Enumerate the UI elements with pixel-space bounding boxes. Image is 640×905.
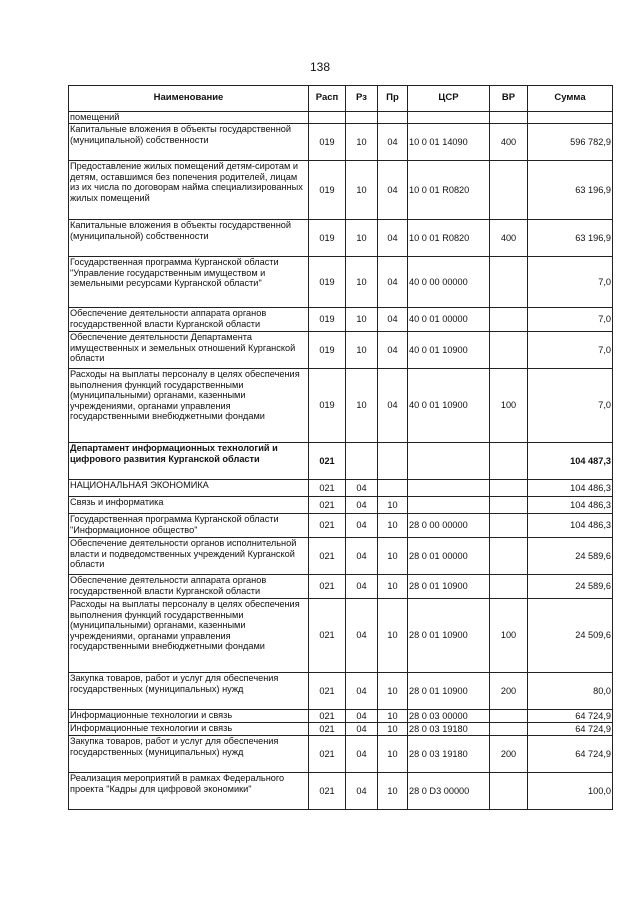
cell-pr: 04 xyxy=(378,332,408,369)
cell-pr: 10 xyxy=(378,673,408,710)
cell-vr xyxy=(490,443,528,480)
cell-name: Информационные технологии и связь xyxy=(69,710,309,723)
cell-pr xyxy=(378,443,408,480)
table-row xyxy=(69,514,613,538)
cell-name: Закупка товаров, работ и услуг для обеспечения государственных (муниципальных) нужд xyxy=(69,673,309,710)
cell-csr xyxy=(408,112,490,124)
cell-rasp: 021 xyxy=(309,480,346,497)
table-row xyxy=(69,369,613,443)
cell-pr: 10 xyxy=(378,710,408,723)
table-body xyxy=(69,112,613,810)
cell-sum: 63 196,9 xyxy=(528,161,613,220)
cell-name: Государственная программа Курганской области "Информационное общество" xyxy=(69,514,309,538)
cell-rasp: 021 xyxy=(309,575,346,599)
cell-sum: 64 724,9 xyxy=(528,710,613,723)
cell-csr xyxy=(408,443,490,480)
cell-rasp: 021 xyxy=(309,773,346,810)
cell-name: Информационные технологии и связь xyxy=(69,723,309,736)
table-row xyxy=(69,124,613,161)
cell-vr xyxy=(490,723,528,736)
cell-vr: 400 xyxy=(490,220,528,257)
cell-rz: 10 xyxy=(346,308,378,332)
cell-vr xyxy=(490,514,528,538)
cell-csr: 28 0 01 10900 xyxy=(408,673,490,710)
cell-sum: 104 486,3 xyxy=(528,480,613,497)
cell-pr: 04 xyxy=(378,308,408,332)
cell-rz: 04 xyxy=(346,514,378,538)
cell-rz: 04 xyxy=(346,538,378,575)
cell-vr xyxy=(490,773,528,810)
cell-pr: 10 xyxy=(378,575,408,599)
cell-vr: 200 xyxy=(490,736,528,773)
cell-csr: 10 0 01 R0820 xyxy=(408,220,490,257)
cell-pr: 10 xyxy=(378,723,408,736)
column-header-rasp: Расп xyxy=(309,86,346,112)
cell-sum: 104 486,3 xyxy=(528,514,613,538)
cell-pr: 04 xyxy=(378,369,408,443)
cell-csr: 28 0 03 19180 xyxy=(408,736,490,773)
column-header-name: Наименование xyxy=(69,86,309,112)
column-header-rz: Рз xyxy=(346,86,378,112)
cell-vr xyxy=(490,575,528,599)
cell-pr: 04 xyxy=(378,124,408,161)
cell-rz: 10 xyxy=(346,124,378,161)
cell-csr: 10 0 01 R0820 xyxy=(408,161,490,220)
cell-vr: 200 xyxy=(490,673,528,710)
cell-csr xyxy=(408,480,490,497)
table-row xyxy=(69,332,613,369)
table-row xyxy=(69,497,613,514)
column-header-vr: ВР xyxy=(490,86,528,112)
cell-rasp: 019 xyxy=(309,257,346,308)
cell-csr: 28 0 03 19180 xyxy=(408,723,490,736)
table-row xyxy=(69,112,613,124)
table-row xyxy=(69,673,613,710)
cell-rz: 10 xyxy=(346,257,378,308)
cell-name: Обеспечение деятельности органов исполнительной власти и подведомственных учреждений Курганской области xyxy=(69,538,309,575)
table-row xyxy=(69,599,613,673)
cell-rasp: 021 xyxy=(309,736,346,773)
cell-rz: 04 xyxy=(346,480,378,497)
cell-sum: 24 589,6 xyxy=(528,538,613,575)
budget-table xyxy=(68,85,613,810)
cell-rz: 04 xyxy=(346,710,378,723)
table-row xyxy=(69,575,613,599)
cell-sum: 7,0 xyxy=(528,369,613,443)
cell-rasp: 021 xyxy=(309,599,346,673)
cell-csr: 28 0 01 10900 xyxy=(408,575,490,599)
cell-name: Расходы на выплаты персоналу в целях обеспечения выполнения функций государственными (муниципальными) органами, казенными учреждениями, органами управления государственными внебюджетными фондами xyxy=(69,599,309,673)
cell-pr: 04 xyxy=(378,161,408,220)
column-header-csr: ЦСР xyxy=(408,86,490,112)
cell-name: Реализация мероприятий в рамках Федерального проекта "Кадры для цифровой экономики" xyxy=(69,773,309,810)
cell-name: НАЦИОНАЛЬНАЯ ЭКОНОМИКА xyxy=(69,480,309,497)
cell-sum: 100,0 xyxy=(528,773,613,810)
cell-name: Обеспечение деятельности Департамента имущественных и земельных отношений Курганской области xyxy=(69,332,309,369)
cell-vr: 100 xyxy=(490,369,528,443)
cell-rasp: 019 xyxy=(309,161,346,220)
cell-name: Департамент информационных технологий и цифрового развития Курганской области xyxy=(69,443,309,480)
cell-rasp: 021 xyxy=(309,723,346,736)
column-header-sum: Сумма xyxy=(528,86,613,112)
cell-sum: 63 196,9 xyxy=(528,220,613,257)
cell-rasp: 019 xyxy=(309,332,346,369)
cell-csr: 40 0 00 00000 xyxy=(408,257,490,308)
table-header-row xyxy=(69,86,613,112)
cell-pr: 10 xyxy=(378,773,408,810)
cell-vr xyxy=(490,332,528,369)
cell-rasp: 021 xyxy=(309,514,346,538)
table-row xyxy=(69,480,613,497)
cell-rasp: 021 xyxy=(309,497,346,514)
cell-sum xyxy=(528,112,613,124)
cell-rz: 04 xyxy=(346,497,378,514)
cell-pr: 04 xyxy=(378,257,408,308)
cell-rasp: 019 xyxy=(309,220,346,257)
cell-vr: 100 xyxy=(490,599,528,673)
table-row xyxy=(69,736,613,773)
cell-rz xyxy=(346,112,378,124)
cell-rasp: 021 xyxy=(309,443,346,480)
cell-pr xyxy=(378,480,408,497)
cell-sum: 64 724,9 xyxy=(528,723,613,736)
cell-vr xyxy=(490,497,528,514)
cell-pr: 10 xyxy=(378,599,408,673)
cell-rz: 04 xyxy=(346,575,378,599)
page-number: 138 xyxy=(309,60,331,74)
cell-pr: 10 xyxy=(378,514,408,538)
table-row xyxy=(69,257,613,308)
cell-rasp: 019 xyxy=(309,124,346,161)
cell-rz: 10 xyxy=(346,220,378,257)
cell-name: Государственная программа Курганской области "Управление государственным имуществом и земельными ресурсами Курганской области" xyxy=(69,257,309,308)
table-row xyxy=(69,710,613,723)
cell-pr: 04 xyxy=(378,220,408,257)
cell-csr: 28 0 01 10900 xyxy=(408,599,490,673)
cell-vr xyxy=(490,308,528,332)
cell-vr xyxy=(490,480,528,497)
cell-sum: 64 724,9 xyxy=(528,736,613,773)
cell-sum: 104 487,3 xyxy=(528,443,613,480)
cell-csr xyxy=(408,497,490,514)
cell-name: Обеспечение деятельности аппарата органов государственной власти Курганской области xyxy=(69,308,309,332)
table-row xyxy=(69,308,613,332)
cell-rasp: 019 xyxy=(309,308,346,332)
cell-vr xyxy=(490,257,528,308)
cell-pr: 10 xyxy=(378,538,408,575)
cell-sum: 80,0 xyxy=(528,673,613,710)
table-row xyxy=(69,723,613,736)
cell-name: Закупка товаров, работ и услуг для обеспечения государственных (муниципальных) нужд xyxy=(69,736,309,773)
cell-sum: 24 509,6 xyxy=(528,599,613,673)
table-row xyxy=(69,773,613,810)
cell-sum: 104 486,3 xyxy=(528,497,613,514)
cell-vr xyxy=(490,112,528,124)
cell-rz: 04 xyxy=(346,599,378,673)
cell-name: Капитальные вложения в объекты государственной (муниципальной) собственности xyxy=(69,124,309,161)
cell-pr xyxy=(378,112,408,124)
cell-csr: 40 0 01 10900 xyxy=(408,332,490,369)
cell-pr: 10 xyxy=(378,497,408,514)
cell-rasp xyxy=(309,112,346,124)
cell-csr: 28 0 00 00000 xyxy=(408,514,490,538)
table-row xyxy=(69,161,613,220)
cell-rz: 04 xyxy=(346,736,378,773)
cell-name: Капитальные вложения в объекты государственной (муниципальной) собственности xyxy=(69,220,309,257)
table-row xyxy=(69,538,613,575)
cell-name: Связь и информатика xyxy=(69,497,309,514)
cell-sum: 7,0 xyxy=(528,308,613,332)
cell-sum: 7,0 xyxy=(528,332,613,369)
cell-csr: 28 0 01 00000 xyxy=(408,538,490,575)
cell-vr: 400 xyxy=(490,124,528,161)
cell-csr: 40 0 01 00000 xyxy=(408,308,490,332)
cell-csr: 28 0 D3 00000 xyxy=(408,773,490,810)
cell-pr: 10 xyxy=(378,736,408,773)
table-row xyxy=(69,220,613,257)
cell-rz: 04 xyxy=(346,773,378,810)
cell-name: помещений xyxy=(69,112,309,124)
cell-sum: 596 782,9 xyxy=(528,124,613,161)
cell-rasp: 021 xyxy=(309,710,346,723)
cell-rz: 04 xyxy=(346,673,378,710)
cell-csr: 40 0 01 10900 xyxy=(408,369,490,443)
cell-sum: 24 589,6 xyxy=(528,575,613,599)
cell-vr xyxy=(490,538,528,575)
cell-rz xyxy=(346,443,378,480)
cell-vr xyxy=(490,161,528,220)
cell-name: Обеспечение деятельности аппарата органов государственной власти Курганской области xyxy=(69,575,309,599)
cell-rasp: 021 xyxy=(309,673,346,710)
cell-sum: 7,0 xyxy=(528,257,613,308)
cell-name: Предоставление жилых помещений детям-сиротам и детям, оставшимся без попечения родителей, лицам из их числа по договорам найма специализированных жилых помещений xyxy=(69,161,309,220)
column-header-pr: Пр xyxy=(378,86,408,112)
cell-csr: 28 0 03 00000 xyxy=(408,710,490,723)
cell-rz: 10 xyxy=(346,332,378,369)
cell-rz: 10 xyxy=(346,369,378,443)
cell-rz: 10 xyxy=(346,161,378,220)
cell-rasp: 019 xyxy=(309,369,346,443)
cell-name: Расходы на выплаты персоналу в целях обеспечения выполнения функций государственными (муниципальными) органами, казенными учреждениями, органами управления государственными внебюджетными фондами xyxy=(69,369,309,443)
table-row xyxy=(69,443,613,480)
cell-vr xyxy=(490,710,528,723)
cell-rasp: 021 xyxy=(309,538,346,575)
cell-rz: 04 xyxy=(346,723,378,736)
cell-csr: 10 0 01 14090 xyxy=(408,124,490,161)
